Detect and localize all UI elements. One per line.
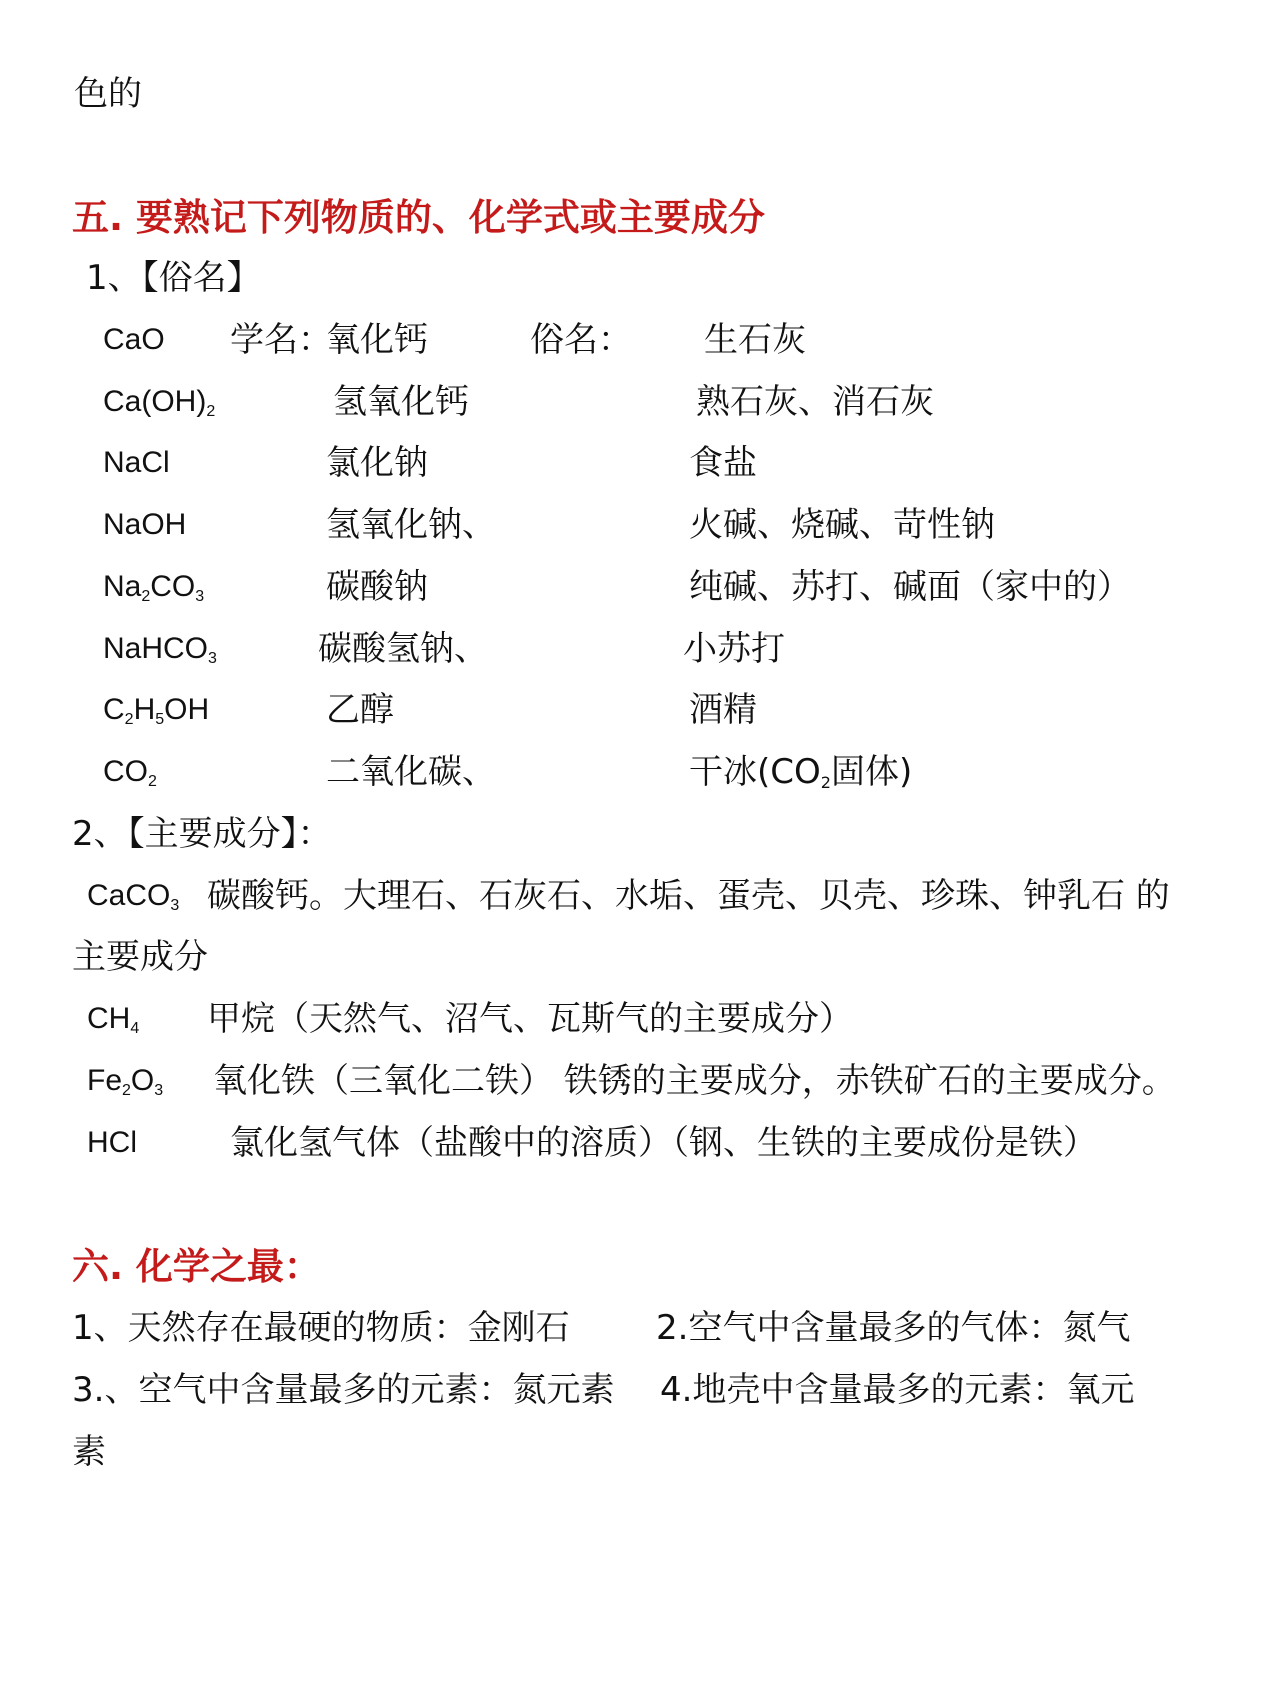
top-fragment: 色的	[74, 74, 142, 114]
fact-item: 4.地壳中含量最多的元素：氧元	[660, 1370, 1135, 1410]
sub2-title: 2、【主要成分】：	[72, 814, 332, 854]
common-name: 熟石灰、消石灰	[696, 382, 934, 422]
component-desc: 碳酸钙。大理石、石灰石、水垢、蛋壳、贝壳、珍珠、钟乳石 的	[207, 876, 1170, 916]
common-name: 食盐	[689, 443, 757, 483]
common-name-label: 俗名：	[530, 320, 632, 360]
formula: CaO	[103, 323, 165, 356]
formula: NaHCO$_3$	[103, 632, 217, 667]
sci-name: 氢氧化钙	[333, 382, 469, 422]
common-name: 生石灰	[704, 320, 806, 360]
fact-item: 3.、空气中含量最多的元素：氮元素	[72, 1370, 615, 1410]
formula: NaOH	[103, 508, 187, 541]
common-name: 干冰($CO_2$固体)	[689, 752, 913, 792]
section6-title: 六. 化学之最：	[72, 1245, 321, 1288]
sci-name-label: 学名：	[230, 320, 332, 360]
common-name: 纯碱、苏打、碱面（家中的）	[689, 567, 1131, 607]
sci-name: 乙醇	[326, 690, 394, 730]
sci-name: 氢氧化钠、	[326, 505, 496, 545]
fact-item: 2.空气中含量最多的气体：氮气	[656, 1308, 1131, 1348]
fact-item: 1、天然存在最硬的物质：金刚石	[72, 1308, 570, 1348]
sci-name: 氧化钙	[326, 320, 428, 360]
sub1-title: 1、【俗名】	[86, 258, 261, 298]
formula: HCl	[87, 1126, 137, 1159]
formula: $Ca(OH)_2$	[103, 385, 216, 420]
formula: $Na_2CO_3$	[103, 570, 205, 605]
formula: $CO_2$	[103, 755, 157, 790]
component-desc: 甲烷（天然气、沼气、瓦斯气的主要成分）	[207, 999, 853, 1039]
sci-name: 碳酸钠	[326, 567, 428, 607]
sci-name: 碳酸氢钠、	[318, 629, 488, 669]
common-name: 火碱、烧碱、苛性钠	[689, 505, 995, 545]
section5-title: 五. 要熟记下列物质的、化学式或主要成分	[72, 196, 765, 239]
fact-item: 素	[72, 1432, 106, 1472]
sci-name: 氯化钠	[326, 443, 428, 483]
formula: $Fe_2O_3$	[87, 1064, 164, 1099]
formula: $CH_4$	[87, 1002, 140, 1037]
formula: NaCl	[103, 446, 170, 479]
formula: CaCO$_3$	[87, 879, 180, 914]
component-desc: 氧化铁（三氧化二铁） 铁锈的主要成分，赤铁矿石的主要成分。	[213, 1061, 1176, 1101]
component-desc: 氯化氢气体（盐酸中的溶质）（钢、生铁的主要成份是铁）	[230, 1123, 1097, 1163]
sci-name: 二氧化碳、	[326, 752, 496, 792]
formula: $C_2H_5OH$	[103, 693, 210, 728]
common-name: 酒精	[689, 690, 757, 730]
common-name: 小苏打	[683, 629, 785, 669]
component-desc-cont: 主要成分	[72, 937, 208, 977]
